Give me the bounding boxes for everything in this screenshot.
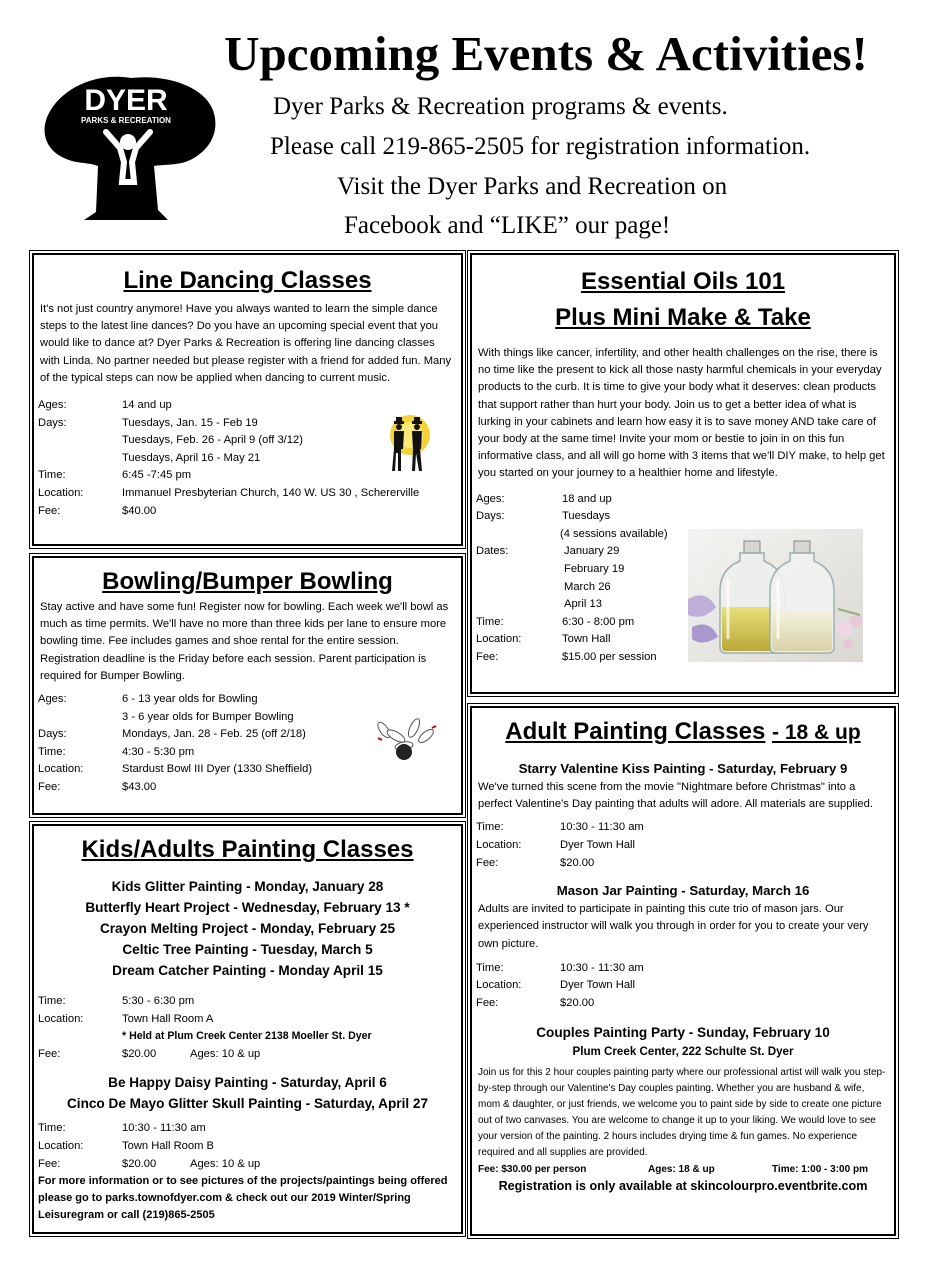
- adult-painting-title-main: Adult Painting Classes: [505, 718, 766, 745]
- label-fee: Fee:: [476, 996, 499, 1009]
- event3-description: Join us for this 2 hour couples painting party where our professional artist will walk you step-by-step through our Valentine's Day couples painting. Whether you are husband & wife, mom & daughter, or just friends, we welcome you to paint side by side to create one picture out of two canvases. You are welcome to change it up to your liking. We would love to see your version of the painting. 2 hours includes drying time & fun games. No experience required and all supplies are provided.: [478, 1066, 886, 1158]
- kids-event-5: Dream Catcher Painting - Monday April 15: [112, 963, 383, 978]
- label-location: Location:: [38, 1012, 84, 1025]
- event3-venue: Plum Creek Center, 222 Schulte St. Dyer: [572, 1044, 794, 1058]
- kids-event-3: Crayon Melting Project - Monday, February 25: [99, 921, 396, 936]
- time-value: 4:30 - 5:30 pm: [122, 745, 195, 758]
- time-value-2: 10:30 - 11:30 am: [122, 1122, 206, 1135]
- days-value: Mondays, Jan. 28 - Feb. 25 (off 2/18): [122, 728, 306, 741]
- label-location: Location:: [38, 1139, 84, 1152]
- date-3: March 26: [564, 580, 611, 593]
- event2-description: Adults are invited to participate in painting this cute trio of mason jars. Our experienced instructor will walk you through in order for you to create your very own picture.: [478, 903, 869, 950]
- label-days: Days:: [38, 416, 67, 429]
- fee-value-1: $20.00: [122, 1047, 157, 1060]
- bowling-description: Stay active and have some fun! Register now for bowling. Each week we'll bowl as much as time permits. We'll have no more than three kids per lane to ensure more bowling time. Fee includes games and shoe rental for the entire session. Registration deadline is the Friday before each session. Parent participation is required for Bumper Bowling.: [40, 601, 449, 682]
- date-1: January 29: [564, 545, 620, 558]
- label-location: Location:: [38, 763, 84, 776]
- label-fee: Fee:: [38, 504, 61, 517]
- ages-value-1: 6 - 13 year olds for Bowling: [122, 693, 258, 706]
- label-time: Time:: [38, 995, 66, 1007]
- time-value: 6:45 -7:45 pm: [122, 469, 192, 482]
- date-2: February 19: [564, 563, 625, 575]
- registration-link[interactable]: Registration is only available at skincolourpro.eventbrite.com: [498, 1178, 868, 1193]
- days-value-3: Tuesdays, April 16 - May 21: [122, 451, 261, 464]
- label-fee: Fee:: [38, 780, 61, 793]
- fee-value: $40.00: [122, 504, 157, 517]
- label-ages: Ages:: [38, 399, 67, 412]
- line-dancing-section: [32, 253, 463, 546]
- label-location: Location:: [476, 633, 522, 646]
- event1-fee: $20.00: [560, 856, 595, 869]
- kids-event-7: Cinco De Mayo Glitter Skull Painting - Saturday, April 27: [66, 1096, 429, 1112]
- label-days: Days:: [38, 728, 67, 741]
- header-line-3: Visit the Dyer Parks and Recreation on: [337, 173, 728, 200]
- kids-painting-section: [32, 824, 463, 1234]
- location-value: Town Hall: [562, 633, 611, 646]
- fee-value: $15.00 per session: [562, 650, 657, 663]
- label-time: Time:: [38, 1122, 66, 1135]
- days-value-2: Tuesdays, Feb. 26 - April 9 (off 3/12): [122, 434, 303, 447]
- kids-event-1: Kids Glitter Painting - Monday, January 28: [111, 879, 384, 894]
- event3-time: Time: 1:00 - 3:00 pm: [772, 1163, 868, 1175]
- event2-location: Dyer Town Hall: [560, 979, 636, 992]
- label-fee: Fee:: [476, 650, 499, 663]
- event2-fee: $20.00: [560, 996, 595, 1009]
- adult-painting-title-suffix: - 18 & up: [772, 721, 861, 744]
- line-dancing-description: It's not just country anymore! Have you always wanted to learn the simple dance steps to the latest line dances? Do you have an upcoming special event that you would like to dance at? Dyer Parks & Recreation is offering line dancing classes with Linda. No partner needed but please register with a friend for added fun. Many of the typical steps can now be applied when dancing to current music.: [40, 303, 452, 384]
- location-value-1: Town Hall Room A: [122, 1012, 214, 1025]
- label-fee: Fee:: [38, 1047, 61, 1060]
- label-ages: Ages:: [38, 693, 67, 706]
- essential-oils-section: [470, 253, 896, 694]
- location-value-2: Town Hall Room B: [122, 1139, 215, 1152]
- event3-ages: Ages: 18 & up: [648, 1163, 715, 1175]
- oils-title-2: Plus Mini Make & Take: [555, 304, 811, 331]
- ages-value-1: Ages: 10 & up: [190, 1047, 261, 1060]
- event3-fee: Fee: $30.00 per person: [478, 1163, 587, 1175]
- label-fee: Fee:: [38, 1157, 61, 1170]
- line-dancing-title: Line Dancing Classes: [123, 267, 372, 294]
- oils-description: With things like cancer, infertility, and other health challenges on the rise, there is no time like the present to kick all those nasty harmful chemicals in your everyday products to the curb. It is time to give your body what it deserves: clean products that support rather than hurt your body. Join us to get a better idea of what is lurking in your cabinets and learn how easy it is to save money AND take care of your body at the same time! Invite your mom or bestie to join in on this fun informative class, and all will go home with 3 items that we'll DIY make, to help get you started on your journey to a healthier home and lifestyle.: [478, 347, 885, 480]
- label-time: Time:: [38, 745, 66, 758]
- event1-location: Dyer Town Hall: [560, 839, 636, 851]
- more-info-text: For more information or to see pictures of the projects/paintings being offered please go to parks.townofdyer.com & check out our 2019 Winter/Spring Leisuregram or call (219)865-2505: [38, 1175, 448, 1222]
- event1-title: Starry Valentine Kiss Painting - Saturday, February 9: [518, 761, 848, 776]
- ages-value-2: Ages: 10 & up: [190, 1157, 261, 1170]
- label-location: Location:: [38, 486, 84, 499]
- label-fee: Fee:: [476, 856, 499, 869]
- location-note: * Held at Plum Creek Center 2138 Moeller St. Dyer: [122, 1030, 372, 1043]
- adult-painting-section: [470, 706, 896, 1236]
- sessions-value: (4 sessions available): [560, 527, 668, 540]
- time-value-1: 5:30 - 6:30 pm: [122, 995, 195, 1007]
- label-time: Time:: [476, 961, 504, 974]
- bowling-pins-icon: [374, 716, 440, 762]
- label-dates: Dates:: [476, 545, 509, 558]
- fee-value: $43.00: [122, 780, 157, 793]
- label-time: Time:: [476, 821, 504, 834]
- logo-dyer-text: DYER: [84, 84, 168, 117]
- label-ages: Ages:: [476, 492, 505, 505]
- ages-value: 14 and up: [122, 399, 172, 412]
- event1-description: We've turned this scene from the movie "Nightmare before Christmas" into a perfect Valentine's Day painting that adults will adore. All materials are supplied.: [478, 781, 873, 811]
- kids-painting-title: Kids/Adults Painting Classes: [81, 836, 414, 863]
- days-value: Tuesdays: [562, 510, 611, 523]
- logo-subtext: PARKS & RECREATION: [81, 116, 171, 125]
- bowling-title: Bowling/Bumper Bowling: [102, 568, 393, 595]
- oils-title-1: Essential Oils 101: [580, 268, 786, 295]
- label-location: Location:: [476, 979, 522, 992]
- location-value: Stardust Bowl III Dyer (1330 Sheffield): [122, 763, 313, 776]
- header-line-1: Dyer Parks & Recreation programs & events.: [273, 93, 728, 120]
- ages-value-2: 3 - 6 year olds for Bumper Bowling: [122, 710, 294, 723]
- label-days: Days:: [476, 510, 505, 523]
- days-value-1: Tuesdays, Jan. 15 - Feb 19: [122, 416, 258, 429]
- header-line-4: Facebook and “LIKE” our page!: [344, 212, 671, 239]
- time-value: 6:30 - 8:00 pm: [562, 615, 635, 628]
- event1-time: 10:30 - 11:30 am: [560, 821, 644, 834]
- kids-event-6: Be Happy Daisy Painting - Saturday, April 6: [108, 1075, 387, 1091]
- ages-value: 18 and up: [562, 492, 612, 505]
- kids-event-2: Butterfly Heart Project - Wednesday, February 13 *: [85, 900, 410, 915]
- event2-title: Mason Jar Painting - Saturday, March 16: [556, 883, 810, 899]
- fee-value-2: $20.00: [122, 1157, 157, 1170]
- dyer-parks-logo: [36, 70, 226, 220]
- label-time: Time:: [476, 615, 504, 628]
- header-line-2: Please call 219-865-2505 for registration information.: [270, 133, 811, 160]
- bowling-section: [32, 556, 463, 815]
- label-location: Location:: [476, 839, 522, 851]
- label-time: Time:: [38, 469, 66, 482]
- page-title: Upcoming Events & Activities!: [224, 26, 868, 81]
- event3-title: Couples Painting Party - Sunday, February 10: [536, 1024, 830, 1040]
- date-4: April 13: [564, 598, 602, 611]
- kids-event-4: Celtic Tree Painting - Tuesday, March 5: [122, 942, 373, 957]
- adult-painting-title: [472, 716, 894, 749]
- event2-time: 10:30 - 11:30 am: [560, 961, 644, 974]
- oil-bottles-photo: [688, 529, 863, 662]
- location-value: Immanuel Presbyterian Church, 140 W. US 30 , Schererville: [122, 486, 420, 499]
- line-dancers-icon: [382, 413, 434, 477]
